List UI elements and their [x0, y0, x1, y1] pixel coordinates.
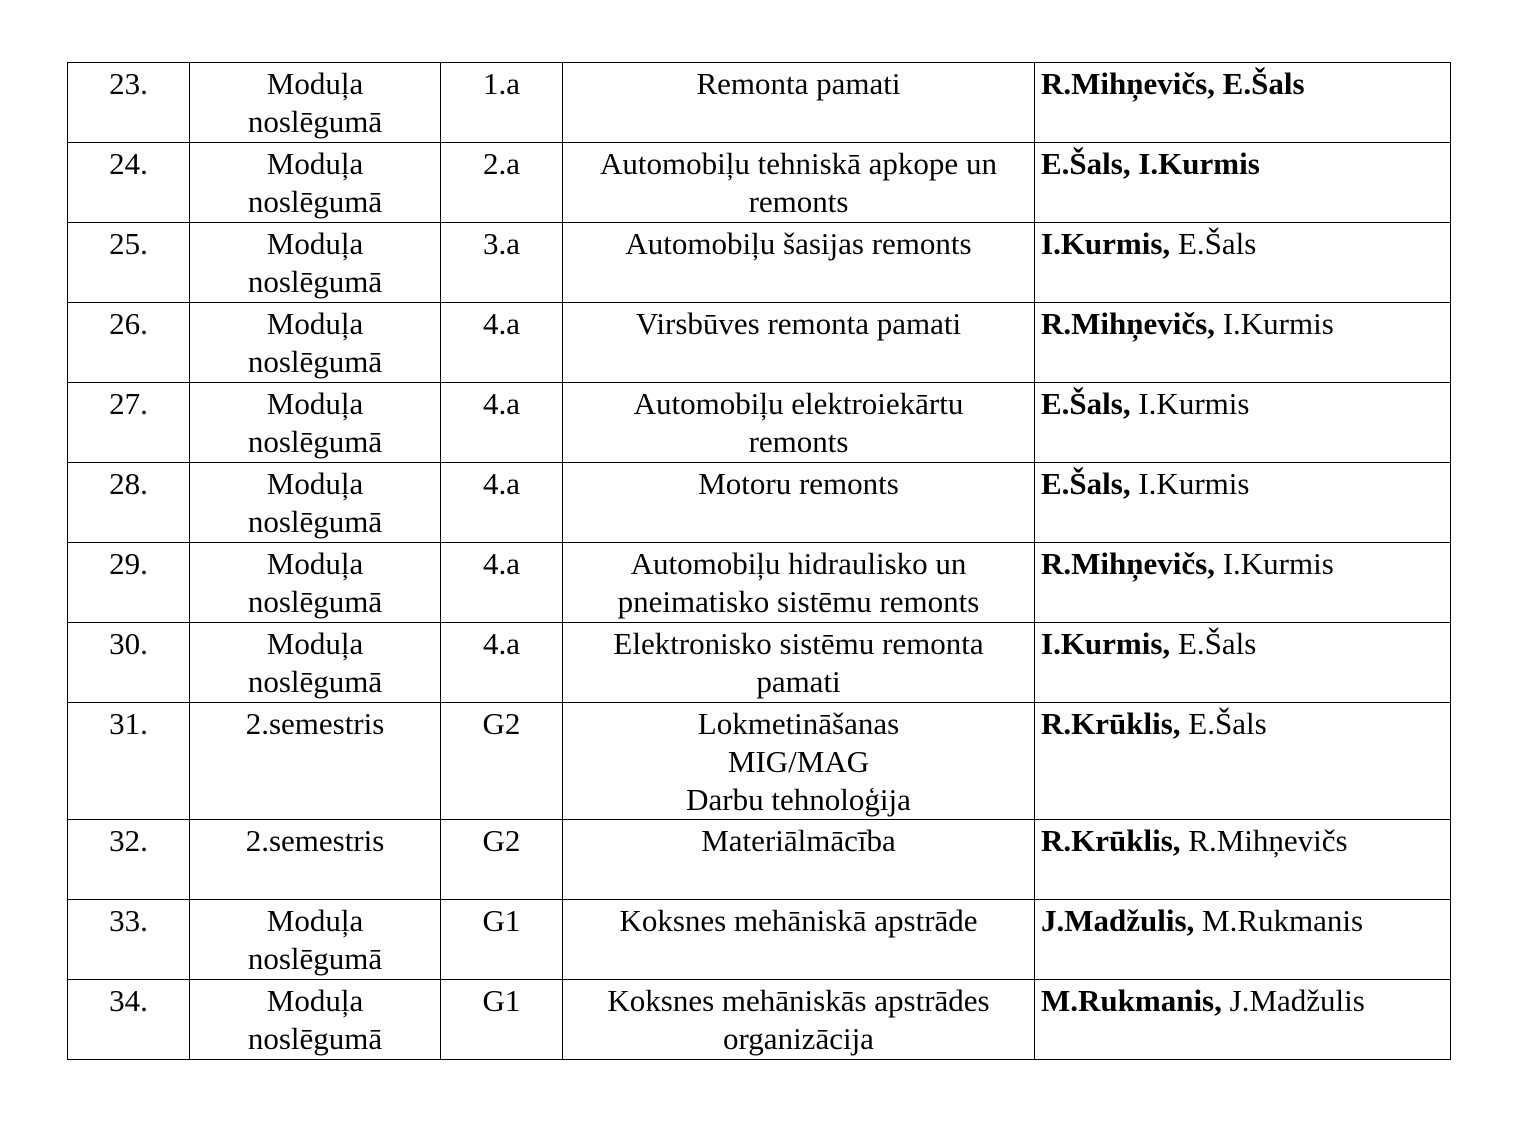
class-cell: G2 [441, 820, 563, 900]
lead-teacher: I.Kurmis, [1041, 226, 1171, 261]
lead-teacher: E.Šals, [1041, 466, 1131, 501]
timing-cell: Moduļa noslēgumā [190, 223, 441, 303]
assistant-teacher: I.Kurmis [1130, 386, 1250, 421]
subject-cell: Automobiļu hidraulisko un pneimatisko sistēmu remonts [563, 543, 1035, 623]
assistant-teacher: M.Rukmanis [1194, 903, 1364, 938]
lead-teacher: I.Kurmis, [1041, 626, 1171, 661]
teachers-cell [1035, 980, 1451, 1060]
teachers-cell [1035, 63, 1451, 143]
assistant-teacher: R.Mihņevičs [1180, 823, 1348, 858]
timing-cell: Moduļa noslēgumā [190, 143, 441, 223]
row-number: 31. [68, 703, 190, 820]
subject-cell: Koksnes mehāniskā apstrāde [563, 900, 1035, 980]
row-number: 25. [68, 223, 190, 303]
teachers-cell [1035, 463, 1451, 543]
row-number: 26. [68, 303, 190, 383]
table-row [68, 63, 1451, 143]
class-cell: 4.a [441, 543, 563, 623]
row-number: 34. [68, 980, 190, 1060]
timing-cell: Moduļa noslēgumā [190, 980, 441, 1060]
table-row [68, 980, 1451, 1060]
subject-cell: Automobiļu tehniskā apkope un remonts [563, 143, 1035, 223]
class-cell: 4.a [441, 303, 563, 383]
timing-cell: 2.semestris [190, 820, 441, 900]
lead-teacher: E.Šals, [1041, 386, 1131, 421]
row-number: 24. [68, 143, 190, 223]
class-cell: 4.a [441, 623, 563, 703]
class-cell: G1 [441, 900, 563, 980]
timing-cell: Moduļa noslēgumā [190, 463, 441, 543]
table-row [68, 143, 1451, 223]
timing-cell: Moduļa noslēgumā [190, 623, 441, 703]
table-row [68, 383, 1451, 463]
row-number: 30. [68, 623, 190, 703]
subject-cell: Remonta pamati [563, 63, 1035, 143]
table-body [68, 63, 1451, 1060]
table-row [68, 900, 1451, 980]
subject-cell: Virsbūves remonta pamati [563, 303, 1035, 383]
table-row [68, 303, 1451, 383]
timing-cell: Moduļa noslēgumā [190, 303, 441, 383]
subject-cell: Automobiļu elektroiekārtu remonts [563, 383, 1035, 463]
exam-schedule-table [67, 62, 1451, 1060]
row-number: 33. [68, 900, 190, 980]
lead-teacher: R.Mihņevičs, E.Šals [1041, 66, 1305, 101]
timing-cell: Moduļa noslēgumā [190, 900, 441, 980]
subject-cell: Materiālmācība [563, 820, 1035, 900]
teachers-cell [1035, 543, 1451, 623]
row-number: 29. [68, 543, 190, 623]
teachers-cell [1035, 623, 1451, 703]
assistant-teacher: I.Kurmis [1214, 306, 1334, 341]
assistant-teacher: E.Šals [1170, 226, 1257, 261]
row-number: 28. [68, 463, 190, 543]
timing-cell: Moduļa noslēgumā [190, 63, 441, 143]
class-cell: 2.a [441, 143, 563, 223]
subject-cell: Elektronisko sistēmu remonta pamati [563, 623, 1035, 703]
subject-cell: Motoru remonts [563, 463, 1035, 543]
subject-cell: Automobiļu šasijas remonts [563, 223, 1035, 303]
subject-cell: Koksnes mehāniskās apstrādes organizācija [563, 980, 1035, 1060]
teachers-cell [1035, 223, 1451, 303]
table-row [68, 543, 1451, 623]
lead-teacher: R.Krūklis, [1041, 706, 1181, 741]
assistant-teacher: I.Kurmis [1214, 546, 1334, 581]
lead-teacher: J.Madžulis, [1041, 903, 1195, 938]
teachers-cell [1035, 900, 1451, 980]
teachers-cell [1035, 303, 1451, 383]
teachers-cell [1035, 820, 1451, 900]
row-number: 27. [68, 383, 190, 463]
table-row [68, 703, 1451, 820]
timing-cell: Moduļa noslēgumā [190, 543, 441, 623]
table-row [68, 223, 1451, 303]
lead-teacher: M.Rukmanis, [1041, 983, 1222, 1018]
class-cell: G2 [441, 703, 563, 820]
assistant-teacher: J.Madžulis [1221, 983, 1365, 1018]
lead-teacher: R.Mihņevičs, [1041, 306, 1215, 341]
teachers-cell [1035, 143, 1451, 223]
subject-cell: Lokmetināšanas MIG/MAG Darbu tehnoloģija [563, 703, 1035, 820]
timing-cell: 2.semestris [190, 703, 441, 820]
teachers-cell [1035, 383, 1451, 463]
row-number: 23. [68, 63, 190, 143]
class-cell: 4.a [441, 463, 563, 543]
assistant-teacher: I.Kurmis [1130, 466, 1250, 501]
teachers-cell [1035, 703, 1451, 820]
table-row [68, 820, 1451, 900]
class-cell: G1 [441, 980, 563, 1060]
assistant-teacher: E.Šals [1180, 706, 1267, 741]
lead-teacher: R.Krūklis, [1041, 823, 1181, 858]
assistant-teacher: E.Šals [1170, 626, 1257, 661]
lead-teacher: E.Šals, I.Kurmis [1041, 146, 1260, 181]
table-row [68, 463, 1451, 543]
timing-cell: Moduļa noslēgumā [190, 383, 441, 463]
table-row [68, 623, 1451, 703]
class-cell: 3.a [441, 223, 563, 303]
class-cell: 1.a [441, 63, 563, 143]
row-number: 32. [68, 820, 190, 900]
class-cell: 4.a [441, 383, 563, 463]
lead-teacher: R.Mihņevičs, [1041, 546, 1215, 581]
